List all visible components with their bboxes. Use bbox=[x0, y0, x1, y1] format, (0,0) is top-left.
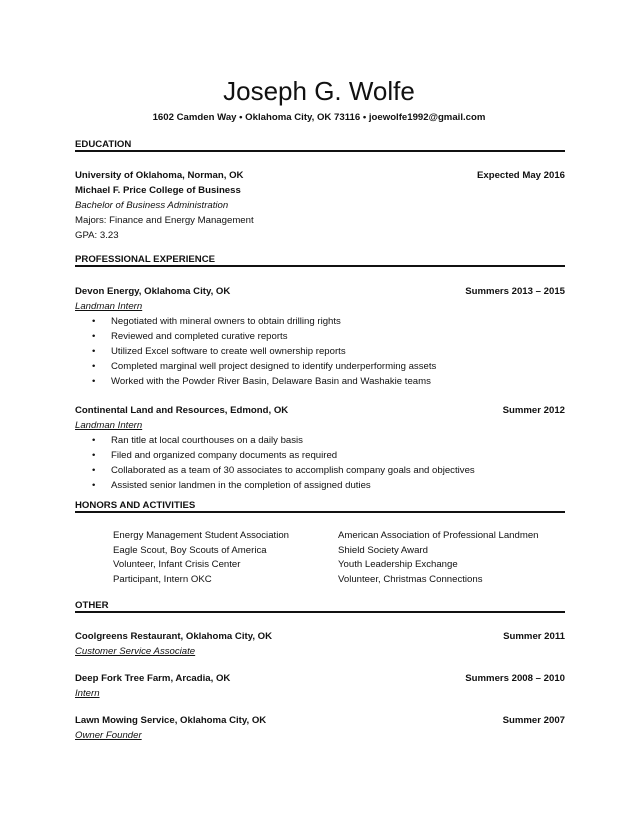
job-header-row bbox=[75, 403, 565, 418]
other-company: Deep Fork Tree Farm, Arcadia, OK bbox=[75, 673, 231, 684]
bullet-icon: • bbox=[92, 346, 96, 357]
degree: Bachelor of Business Administration bbox=[75, 200, 229, 211]
honor-item: Participant, Intern OKC bbox=[113, 573, 212, 585]
job-entry bbox=[75, 284, 565, 389]
honor-item: Volunteer, Infant Crisis Center bbox=[113, 559, 241, 570]
honors-section bbox=[75, 499, 565, 587]
majors: Majors: Finance and Energy Management bbox=[75, 215, 254, 226]
honors-columns bbox=[75, 529, 565, 587]
honor-item: Volunteer, Christmas Connections bbox=[338, 573, 483, 585]
honor-item: Shield Society Award bbox=[338, 544, 428, 556]
bullet-icon: • bbox=[92, 465, 96, 476]
other-date: Summer 2011 bbox=[503, 631, 565, 642]
other-heading: OTHER bbox=[75, 599, 565, 613]
college-name: Michael F. Price College of Business bbox=[75, 185, 241, 196]
bullet-item: • Utilized Excel software to create well ownership reports bbox=[92, 346, 346, 357]
candidate-name: Joseph G. Wolfe bbox=[223, 76, 415, 106]
honors-left-column bbox=[113, 529, 338, 587]
job-date: Summers 2013 – 2015 bbox=[465, 286, 565, 297]
experience-section bbox=[75, 253, 565, 493]
other-entry bbox=[75, 671, 565, 701]
other-title: Customer Service Associate bbox=[75, 646, 196, 657]
experience-heading: PROFESSIONAL EXPERIENCE bbox=[75, 253, 565, 267]
bullet-icon: • bbox=[92, 435, 96, 446]
honor-item: Youth Leadership Exchange bbox=[338, 559, 458, 570]
job-title: Landman Intern bbox=[75, 420, 143, 431]
education-heading: EDUCATION bbox=[75, 138, 565, 152]
other-entry bbox=[75, 713, 565, 743]
other-date: Summer 2007 bbox=[502, 715, 565, 726]
gpa: GPA: 3.23 bbox=[75, 230, 119, 241]
other-title: Intern bbox=[75, 688, 100, 699]
other-header-row bbox=[75, 629, 565, 644]
bullet-item: • Assisted senior landmen in the completion of assigned duties bbox=[92, 480, 371, 491]
bullet-item: • Collaborated as a team of 30 associates to accomplish company goals and objectives bbox=[92, 465, 475, 476]
bullet-icon: • bbox=[92, 376, 96, 387]
honor-item: Eagle Scout, Boy Scouts of America bbox=[113, 544, 267, 556]
job-header-row bbox=[75, 284, 565, 299]
job-entry bbox=[75, 403, 565, 493]
education-section bbox=[75, 138, 565, 243]
education-school-row bbox=[75, 168, 565, 183]
bullet-icon: • bbox=[92, 316, 96, 327]
other-header-row bbox=[75, 671, 565, 686]
other-company: Lawn Mowing Service, Oklahoma City, OK bbox=[75, 715, 267, 726]
school-name: University of Oklahoma, Norman, OK bbox=[75, 170, 244, 181]
contact-line: 1602 Camden Way • Oklahoma City, OK 73116 • joewolfe1992@gmail.com bbox=[152, 112, 486, 123]
bullet-item: • Filed and organized company documents as required bbox=[92, 450, 338, 461]
other-entry bbox=[75, 629, 565, 659]
other-company: Coolgreens Restaurant, Oklahoma City, OK bbox=[75, 631, 273, 642]
job-bullets bbox=[75, 314, 565, 389]
graduation-date: Expected May 2016 bbox=[477, 170, 565, 181]
job-date: Summer 2012 bbox=[502, 405, 565, 416]
bullet-item: • Reviewed and completed curative reports bbox=[92, 331, 288, 342]
honor-item: Energy Management Student Association bbox=[113, 530, 289, 541]
bullet-item: • Completed marginal well project designed to identify underperforming assets bbox=[92, 361, 437, 372]
bullet-item: • Negotiated with mineral owners to obtain drilling rights bbox=[92, 316, 341, 327]
honors-right-column bbox=[338, 529, 563, 587]
other-date: Summers 2008 – 2010 bbox=[465, 673, 565, 684]
bullet-icon: • bbox=[92, 450, 96, 461]
other-header-row bbox=[75, 713, 565, 728]
other-title: Owner Founder bbox=[75, 730, 142, 741]
job-bullets bbox=[75, 433, 565, 493]
honors-heading: HONORS AND ACTIVITIES bbox=[75, 499, 565, 513]
job-company: Devon Energy, Oklahoma City, OK bbox=[75, 286, 231, 297]
job-company: Continental Land and Resources, Edmond, OK bbox=[75, 405, 289, 416]
bullet-item: • Ran title at local courthouses on a daily basis bbox=[92, 435, 303, 446]
bullet-item: • Worked with the Powder River Basin, Delaware Basin and Washakie teams bbox=[92, 376, 431, 387]
honor-item: American Association of Professional Landmen bbox=[338, 530, 539, 541]
job-title: Landman Intern bbox=[75, 301, 143, 312]
other-section bbox=[75, 599, 565, 743]
bullet-icon: • bbox=[92, 361, 96, 372]
bullet-icon: • bbox=[92, 331, 96, 342]
bullet-icon: • bbox=[92, 480, 96, 491]
